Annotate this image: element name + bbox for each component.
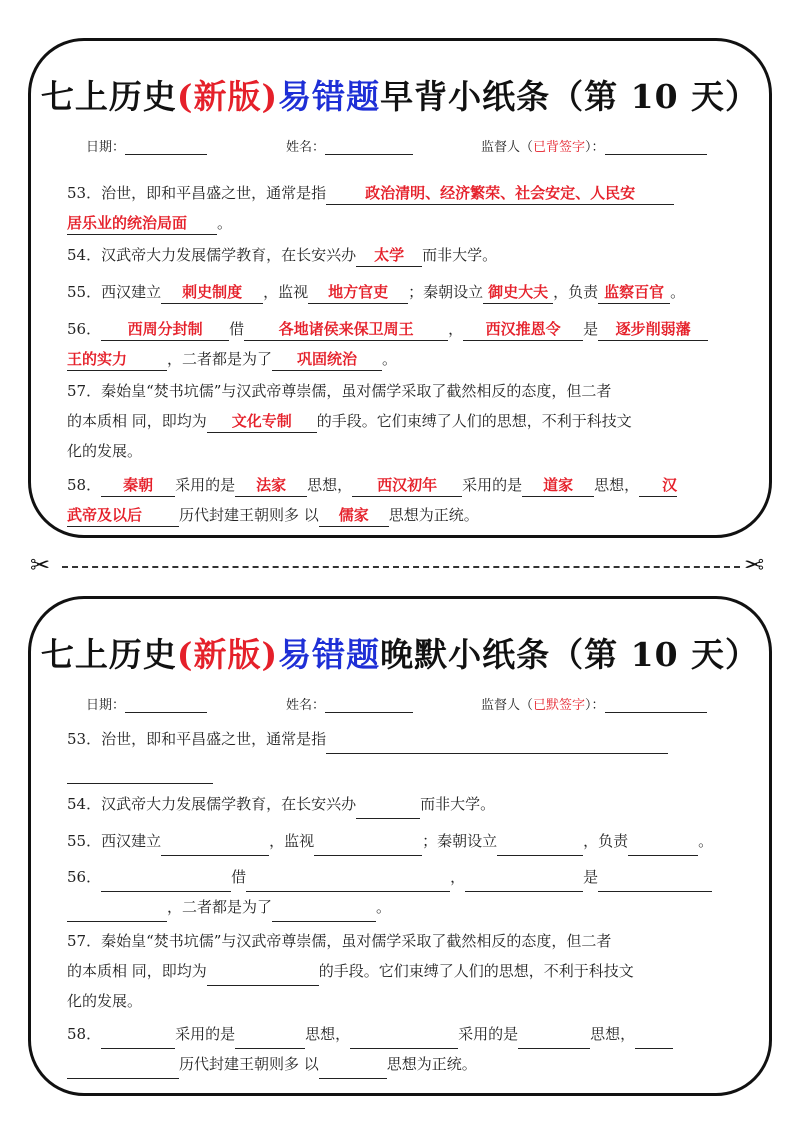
answer-blank[interactable]: 汉 bbox=[639, 474, 677, 497]
answer-blank[interactable] bbox=[628, 833, 698, 856]
question-56: 56． 借 ， 是 ，二者都是为了 。 bbox=[67, 862, 757, 922]
answer-blank[interactable]: 监察百官 bbox=[598, 281, 670, 304]
answer-blank[interactable]: 儒家 bbox=[319, 504, 389, 527]
question-56: 56． 西周分封制 借 各地诸侯来保卫周王 ， 西汉推恩令 是 逐步削弱藩 王的实力 ，二者都是为了 巩固统治 。 bbox=[67, 314, 757, 374]
answer-blank[interactable] bbox=[101, 1026, 175, 1049]
morning-recitation-card bbox=[28, 38, 772, 538]
answer-blank[interactable] bbox=[235, 1026, 305, 1049]
page-title: 七上历史(新版)易错题早背小纸条（第 10 天） bbox=[40, 77, 760, 116]
date-field[interactable]: 日期： bbox=[86, 694, 207, 713]
answer-blank[interactable]: 居乐业的统治局面 bbox=[67, 212, 217, 235]
answer-blank[interactable] bbox=[319, 1056, 387, 1079]
answer-blank[interactable] bbox=[161, 833, 269, 856]
answer-blank[interactable] bbox=[465, 869, 583, 892]
answer-blank[interactable]: 秦朝 bbox=[101, 474, 175, 497]
answer-blank[interactable] bbox=[518, 1026, 590, 1049]
answer-blank[interactable]: 巩固统治 bbox=[272, 348, 382, 371]
date-field[interactable]: 日期： bbox=[86, 136, 207, 155]
question-54: 54．汉武帝大力发展儒学教育，在长安兴办 而非大学。 bbox=[67, 789, 757, 819]
scissors-icon: ✂ bbox=[744, 551, 765, 579]
answer-blank[interactable]: 法家 bbox=[235, 474, 307, 497]
question-57: 57．秦始皇“焚书坑儒”与汉武帝尊崇儒，虽对儒学采取了截然相反的态度，但二者 的本质相 同，即均为 文化专制 的手段。它们束缚了人们的思想，不利于科技文 化的发展。 bbox=[67, 382, 632, 460]
answer-blank[interactable]: 御史大夫 bbox=[483, 281, 553, 304]
question-55: 55．西汉建立 刺史制度 ，监视 地方官吏 ；秦朝设立 御史大夫 ，负责 监察百官 。 bbox=[67, 277, 757, 307]
question-55: 55．西汉建立 ，监视 ；秦朝设立 ，负责 。 bbox=[67, 826, 757, 856]
answer-blank[interactable]: 刺史制度 bbox=[161, 281, 263, 304]
answer-blank[interactable] bbox=[67, 1056, 179, 1079]
answer-blank[interactable]: 政治清明、经济繁荣、社会安定、人民安 bbox=[326, 182, 674, 205]
answer-blank[interactable] bbox=[635, 1026, 673, 1049]
supervisor-field[interactable]: 监督人（已默签字）： bbox=[481, 694, 707, 713]
answer-blank[interactable]: 西汉初年 bbox=[352, 474, 462, 497]
cut-line-divider bbox=[62, 566, 740, 568]
name-field[interactable]: 姓名： bbox=[286, 136, 413, 155]
answer-blank[interactable] bbox=[101, 869, 231, 892]
answer-blank[interactable] bbox=[67, 899, 167, 922]
evening-dictation-card bbox=[28, 596, 772, 1096]
answer-blank[interactable] bbox=[356, 796, 420, 819]
answer-blank[interactable] bbox=[207, 963, 319, 986]
question-58: 58． 采用的是 思想， 采用的是 思想， 历代封建王朝则多 以 思想为正统。 bbox=[67, 1019, 757, 1079]
question-53: 53．治世，即和平昌盛之世，通常是指 政治清明、经济繁荣、社会安定、人民安 居乐业的统治局面 。 bbox=[67, 178, 757, 238]
answer-blank[interactable] bbox=[272, 899, 376, 922]
answer-blank[interactable]: 武帝及以后 bbox=[67, 504, 179, 527]
answer-blank[interactable] bbox=[326, 731, 668, 754]
question-53: 53．治世，即和平昌盛之世，通常是指 bbox=[67, 724, 757, 784]
answer-blank[interactable]: 道家 bbox=[522, 474, 594, 497]
answer-blank[interactable] bbox=[350, 1026, 458, 1049]
page-title: 七上历史(新版)易错题晚默小纸条（第 10 天） bbox=[40, 635, 760, 674]
answer-blank[interactable]: 逐步削弱藩 bbox=[598, 318, 708, 341]
answer-blank[interactable]: 文化专制 bbox=[207, 410, 317, 433]
answer-blank[interactable]: 太学 bbox=[356, 244, 422, 267]
supervisor-field[interactable]: 监督人（已背签字）： bbox=[481, 136, 707, 155]
answer-blank[interactable] bbox=[246, 869, 450, 892]
question-54: 54．汉武帝大力发展儒学教育，在长安兴办 太学 而非大学。 bbox=[67, 240, 757, 270]
question-57: 57．秦始皇“焚书坑儒”与汉武帝尊崇儒，虽对儒学采取了截然相反的态度，但二者 的本质相 同，即均为 的手段。它们束缚了人们的思想，不利于科技文 化的发展。 bbox=[67, 932, 634, 1010]
answer-blank[interactable]: 各地诸侯来保卫周王 bbox=[244, 318, 448, 341]
answer-blank[interactable] bbox=[67, 761, 213, 784]
answer-blank[interactable] bbox=[598, 869, 712, 892]
answer-blank[interactable]: 西汉推恩令 bbox=[463, 318, 583, 341]
info-row bbox=[31, 136, 769, 156]
info-row bbox=[31, 694, 769, 714]
answer-blank[interactable] bbox=[497, 833, 583, 856]
question-58: 58． 秦朝 采用的是 法家 思想， 西汉初年 采用的是 道家 思想， 汉 武帝及以后 历代封建王朝则多 以 儒家 思想为正统。 bbox=[67, 470, 757, 530]
scissors-icon: ✂ bbox=[30, 551, 51, 579]
answer-blank[interactable]: 西周分封制 bbox=[101, 318, 229, 341]
name-field[interactable]: 姓名： bbox=[286, 694, 413, 713]
answer-blank[interactable]: 王的实力 bbox=[67, 348, 167, 371]
answer-blank[interactable]: 地方官吏 bbox=[308, 281, 408, 304]
answer-blank[interactable] bbox=[314, 833, 422, 856]
